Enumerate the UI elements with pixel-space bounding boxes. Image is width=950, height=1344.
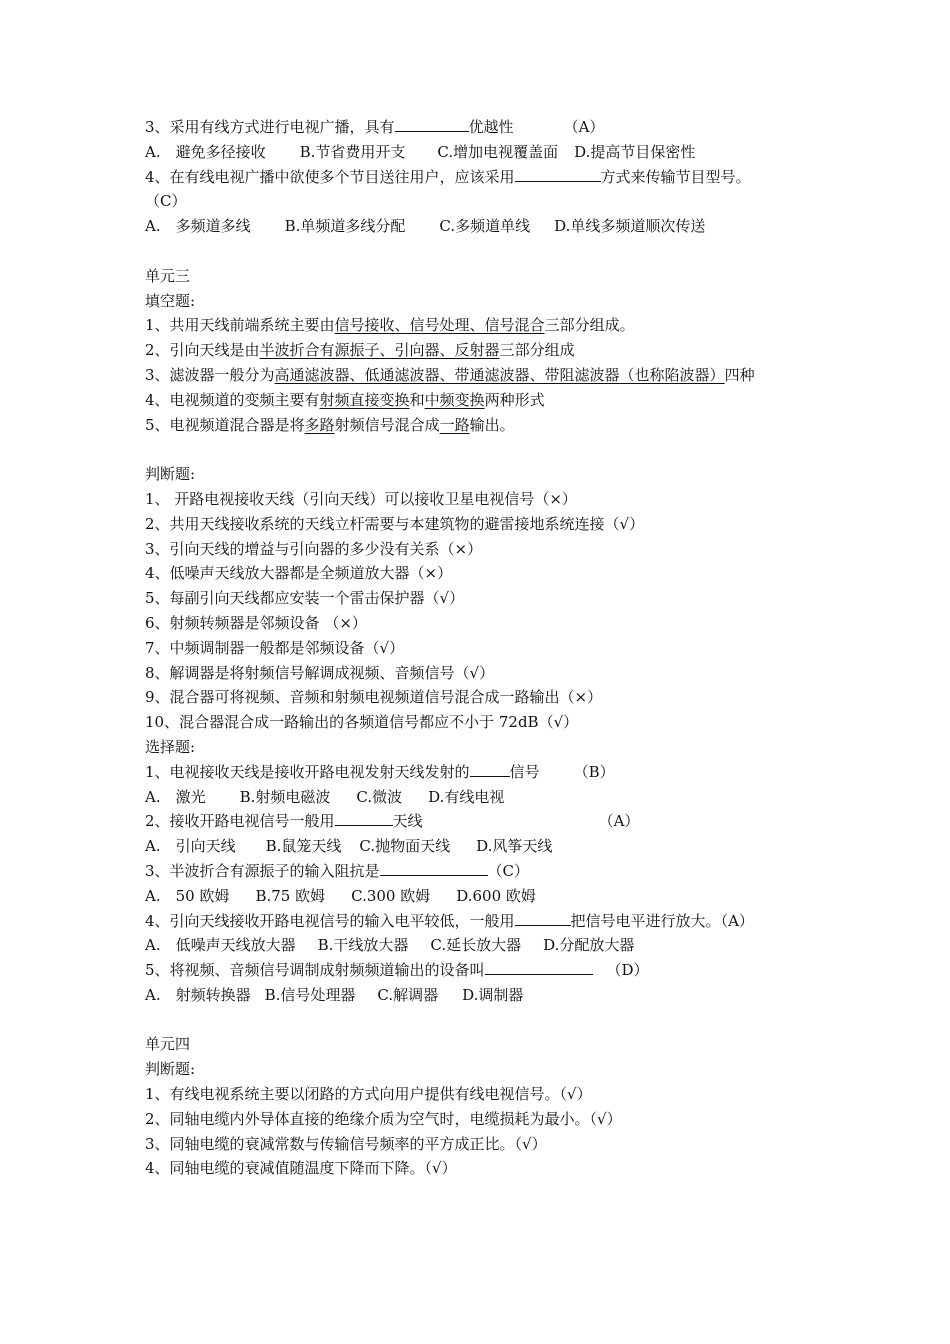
choice-question-3 [145, 859, 825, 884]
option-a: A. 激光 [145, 787, 206, 806]
fill-item-5 [145, 413, 825, 438]
answer-blank [485, 959, 593, 975]
choice-question-4 [145, 909, 825, 934]
fill-text: 5、电视频道混合器是将 [145, 415, 305, 434]
judge-item: 9、混合器可将视频、音频和射频电视频道信号混合成一路输出（×） [145, 688, 603, 707]
judge-item: 4、低噪声天线放大器都是全频道放大器（×） [145, 564, 453, 583]
judge-item: 3、引向天线的增益与引向器的多少没有关系（×） [145, 539, 483, 558]
answer-key: （B） [573, 762, 615, 781]
question-text: 2、接收开路电视信号一般用 [145, 812, 335, 831]
choice-options-4 [145, 933, 825, 958]
option-a: A. 多频道多线 [145, 217, 251, 236]
option-d: D.调制器 [462, 985, 524, 1004]
choice-options-1 [145, 785, 825, 810]
judge-item: 4、同轴电缆的衰减值随温度下降而下降。（√） [145, 1159, 457, 1178]
question-3-options [145, 140, 825, 165]
judge-section-title: 判断题: [145, 465, 196, 484]
option-c: C.增加电视覆盖面 [437, 142, 559, 161]
choice-question-2 [145, 809, 825, 834]
option-c: C.多频道单线 [439, 217, 531, 236]
question-text: 把信号电平进行放大。 [570, 911, 721, 930]
fill-answer: 半波折合有源振子、引向器、反射器 [259, 341, 500, 360]
option-d: D.分配放大器 [543, 936, 635, 955]
judge-item: 1、 开路电视接收天线（引向天线）可以接收卫星电视信号（×） [145, 489, 577, 508]
judge-item: 10、混合器混合成一路输出的各频道信号都应不小于 72dB（√） [145, 713, 579, 732]
option-b: B.射频电磁波 [239, 787, 331, 806]
fill-answer: 一路 [439, 415, 470, 434]
choice-options-3 [145, 884, 825, 909]
fill-text: 4、电视频道的变频主要有 [145, 390, 320, 409]
option-b: B.鼠笼天线 [265, 837, 342, 856]
option-b: B.单频道多线分配 [284, 217, 406, 236]
option-d: D.有线电视 [428, 787, 505, 806]
answer-key: （A） [598, 812, 640, 831]
question-text: 天线 [392, 812, 423, 831]
answer-blank [380, 860, 488, 876]
judge-item: 8、解调器是将射频信号解调成视频、音频信号（√） [145, 663, 495, 682]
option-c: C.微波 [356, 787, 403, 806]
judge-item: 1、有线电视系统主要以闭路的方式向用户提供有线电视信号。（√） [145, 1085, 592, 1104]
unit-3-title: 单元三 [145, 266, 191, 285]
fill-text: 射频信号混合成 [334, 415, 440, 434]
fill-answer: 信号接收、信号处理、信号混合 [334, 316, 545, 335]
judge-item: 2、同轴电缆内外导体直接的绝缘介质为空气时，电缆损耗为最小。（√） [145, 1109, 622, 1128]
option-a: A. 引向天线 [145, 837, 236, 856]
answer-key: （C） [487, 861, 530, 880]
option-d: D.风筝天线 [476, 837, 553, 856]
option-d: D.600 欧姆 [456, 886, 536, 905]
fill-section-title: 填空题: [145, 291, 196, 310]
fill-item-2 [145, 338, 825, 363]
judge-item: 7、中频调制器一般都是邻频设备（√） [145, 638, 405, 657]
fill-text: 四种 [724, 365, 755, 384]
option-b: B.节省费用开支 [299, 142, 406, 161]
judge-section-title: 判断题: [145, 1060, 196, 1079]
fill-text: 输出。 [469, 415, 515, 434]
fill-text: 三部分组成。 [544, 316, 635, 335]
fill-item-3 [145, 363, 825, 388]
answer-blank [515, 910, 571, 926]
choice-options-2 [145, 834, 825, 859]
choice-options-5 [145, 983, 825, 1008]
answer-blank [335, 810, 393, 826]
option-a: A. 射频转换器 [145, 985, 251, 1004]
question-text: 优越性 [468, 118, 514, 136]
fill-answer: 多路 [304, 415, 335, 434]
question-4-options [145, 214, 825, 239]
choice-question-1 [145, 760, 825, 785]
choice-question-5 [145, 958, 825, 983]
option-a: A. 低噪声天线放大器 [145, 936, 296, 955]
answer-key: （A） [563, 118, 605, 136]
option-d: D.提高节目保密性 [574, 142, 696, 161]
answer-key: （D） [606, 961, 649, 980]
document-page [145, 115, 825, 1181]
fill-text: 1、共用天线前端系统主要由 [145, 316, 335, 335]
fill-text: 和 [409, 390, 425, 409]
option-c: C.延长放大器 [430, 936, 522, 955]
answer-blank [515, 166, 601, 182]
judge-item: 2、共用天线接收系统的天线立杆需要与本建筑物的避雷接地系统连接（√） [145, 514, 645, 533]
fill-answer: 中频变换 [424, 390, 485, 409]
fill-text: 三部分组成 [499, 341, 575, 360]
fill-item-4 [145, 388, 825, 413]
question-text: 4、引向天线接收开路电视信号的输入电平较低，一般用 [145, 911, 515, 930]
question-text: 3、半波折合有源振子的输入阻抗是 [145, 861, 380, 880]
unit-4-title: 单元四 [145, 1035, 191, 1054]
option-b: B.信号处理器 [264, 985, 356, 1004]
judge-item: 3、同轴电缆的衰减常数与传输信号频率的平方成正比。（√） [145, 1134, 547, 1153]
fill-answer: 射频直接变换 [319, 390, 410, 409]
fill-text: 3、滤波器一般分为 [145, 365, 275, 384]
fill-item-1 [145, 313, 825, 338]
question-text: 1、电视接收天线是接收开路电视发射天线发射的 [145, 762, 470, 781]
fill-text: 2、引向天线是由 [145, 341, 260, 360]
question-4 [145, 165, 825, 190]
question-text: 方式来传输节目型号。 [600, 167, 751, 186]
option-a: A. 50 欧姆 [145, 886, 230, 905]
answer-key: （A） [720, 911, 754, 930]
option-c: C.解调器 [377, 985, 439, 1004]
option-d: D.单线多频道顺次传送 [554, 217, 706, 236]
judge-item: 5、每副引向天线都应安装一个雷击保护器（√） [145, 589, 465, 608]
question-text: 3、采用有线方式进行电视广播，具有 [145, 118, 395, 136]
fill-answer: 高通滤波器、低通滤波器、带通滤波器、带阻滤波器（也称陷波器） [274, 365, 725, 384]
option-c: C.抛物面天线 [359, 837, 451, 856]
fill-text: 两种形式 [484, 390, 545, 409]
option-b: B.75 欧姆 [255, 886, 326, 905]
question-text: 4、在有线电视广播中欲使多个节目送往用户，应该采用 [145, 167, 515, 186]
question-3 [145, 115, 825, 140]
judge-item: 6、射频转频器是邻频设备 （×） [145, 613, 367, 632]
question-text: 5、将视频、音频信号调制成射频频道输出的设备叫 [145, 961, 485, 980]
choice-section-title: 选择题: [145, 737, 196, 756]
answer-blank [470, 761, 510, 777]
option-b: B.干线放大器 [317, 936, 409, 955]
option-c: C.300 欧姆 [351, 886, 431, 905]
answer-key: （C） [145, 192, 187, 211]
question-4-answer [145, 189, 825, 214]
question-text: 信号 [509, 762, 540, 781]
option-a: A. 避免多径接收 [145, 142, 266, 161]
answer-blank [395, 116, 469, 132]
